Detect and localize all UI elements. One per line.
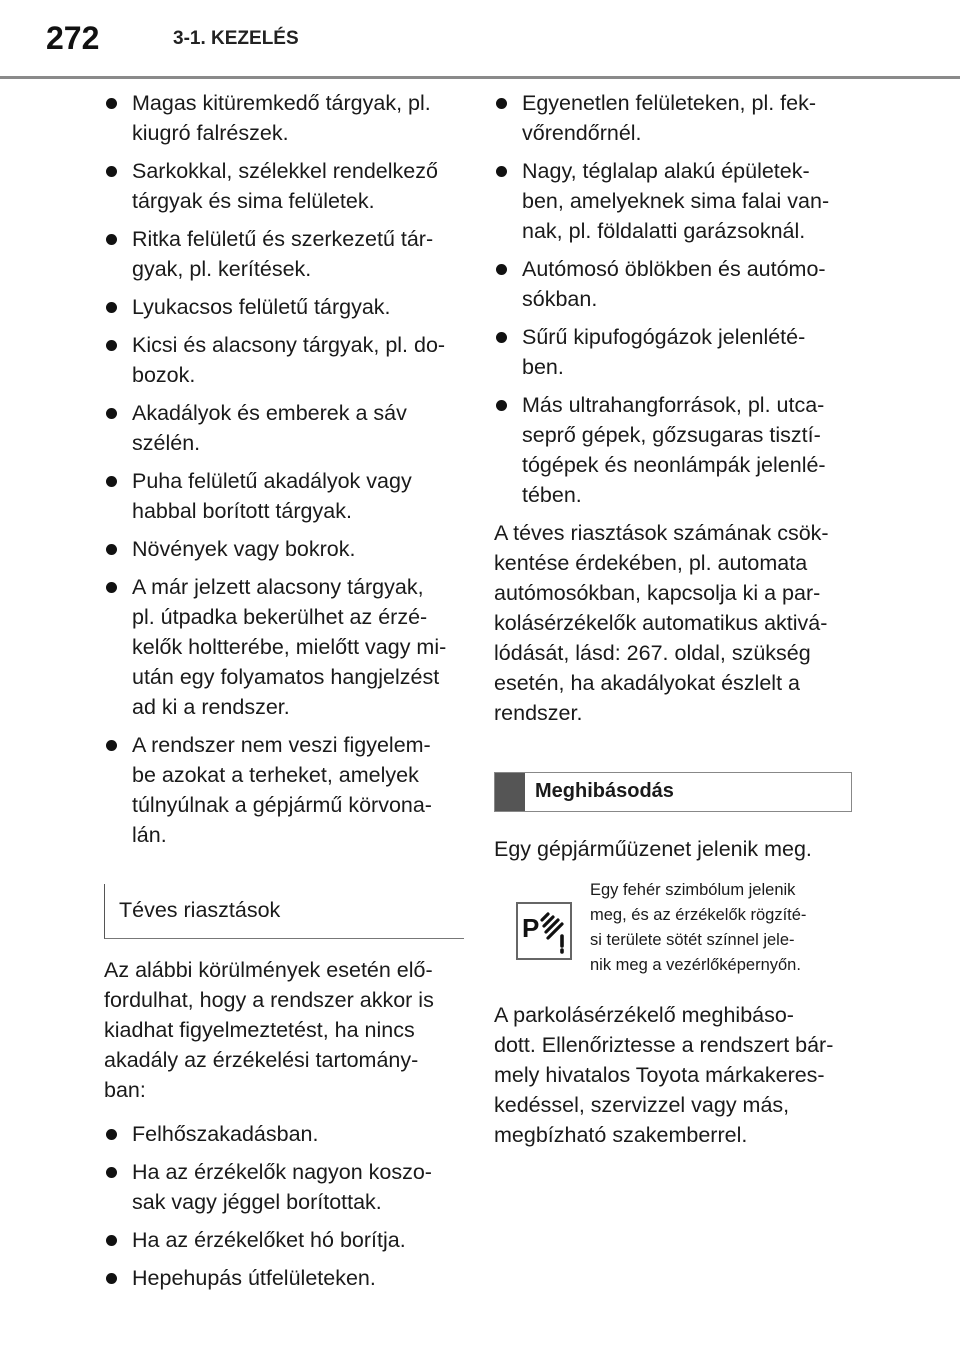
text-line: nak, pl. földalatti garázsoknál. bbox=[522, 219, 806, 243]
list-item bbox=[494, 390, 854, 510]
bullet-icon bbox=[106, 1273, 117, 1284]
text-line: Egyenetlen felületeken, pl. fek- bbox=[522, 91, 817, 115]
bullet-icon bbox=[106, 740, 117, 751]
list-item bbox=[104, 466, 464, 526]
text-line: kentése érdekében, pl. automata bbox=[494, 551, 808, 575]
right-column bbox=[494, 88, 854, 1150]
text-line: után egy folyamatos hangjelzést bbox=[132, 665, 440, 689]
text-line: bozok. bbox=[132, 363, 196, 387]
text-line: seprő gépek, gőzsugaras tisztí- bbox=[522, 423, 821, 447]
text-line: Sarkokkal, szélekkel rendelkező bbox=[132, 159, 438, 183]
text-line: mely hivatalos Toyota márkakeres- bbox=[494, 1063, 825, 1087]
text-line: tárgyak és sima felületek. bbox=[132, 189, 375, 213]
list-item bbox=[104, 1225, 464, 1255]
list-item bbox=[104, 1263, 464, 1293]
bullet-icon bbox=[106, 408, 117, 419]
paragraph-reduce-alarms bbox=[494, 518, 854, 728]
left-column bbox=[104, 88, 464, 1301]
text-line: Lyukacsos felületű tárgyak. bbox=[132, 295, 391, 319]
list-item bbox=[104, 730, 464, 850]
text-line: si területe sötét színnel jele- bbox=[590, 931, 795, 949]
text-line: ben. bbox=[522, 355, 564, 379]
text-line: szélén. bbox=[132, 431, 201, 455]
text-line: Sűrű kipufogógázok jelenlété- bbox=[522, 325, 806, 349]
text-line: ben, amelyeknek sima falai van- bbox=[522, 189, 830, 213]
bullet-icon bbox=[106, 1235, 117, 1246]
list-item bbox=[104, 1119, 464, 1149]
text-line: kelők holtterébe, mielőtt vagy mi- bbox=[132, 635, 447, 659]
text-line: megbízható szakemberrel. bbox=[494, 1123, 748, 1147]
bullet-icon bbox=[496, 400, 507, 411]
list-item bbox=[104, 224, 464, 284]
list-item bbox=[104, 292, 464, 322]
text-line: sak vagy jéggel borítottak. bbox=[132, 1190, 382, 1214]
bullet-list-conditions bbox=[104, 1119, 464, 1293]
text-line: rendszer. bbox=[494, 701, 583, 725]
text-line: nik meg a vezérlőképernyőn. bbox=[590, 956, 801, 974]
bullet-icon bbox=[496, 264, 507, 275]
text-line: Ritka felületű és szerkezetű tár- bbox=[132, 227, 434, 251]
paragraph bbox=[104, 955, 464, 1105]
subheading-bar bbox=[495, 773, 525, 811]
text-line: A rendszer nem veszi figyelem- bbox=[132, 733, 431, 757]
text-line: Egy fehér szimbólum jelenik bbox=[590, 881, 796, 899]
text-line: Ha az érzékelők nagyon koszo- bbox=[132, 1160, 432, 1184]
bullet-icon bbox=[106, 1129, 117, 1140]
bullet-icon bbox=[496, 166, 507, 177]
text-line: autómosókban, kapcsolja ki a par- bbox=[494, 581, 821, 605]
bullet-icon bbox=[106, 544, 117, 555]
text-line: Hepehupás útfelületeken. bbox=[132, 1266, 376, 1290]
bullet-icon bbox=[106, 1167, 117, 1178]
bullet-icon bbox=[496, 332, 507, 343]
bullet-icon bbox=[106, 476, 117, 487]
text-line: ban: bbox=[104, 1078, 146, 1102]
icon-caption bbox=[590, 878, 858, 978]
text-line: fordulhat, hogy a rendszer akkor is bbox=[104, 988, 434, 1012]
list-item bbox=[104, 156, 464, 216]
text-line: Puha felületű akadályok vagy bbox=[132, 469, 412, 493]
text-line: gyak, pl. kerítések. bbox=[132, 257, 312, 281]
text-line: Magas kitüremkedő tárgyak, pl. bbox=[132, 91, 431, 115]
text-line: Autómosó öblökben és autómo- bbox=[522, 257, 826, 281]
text-line: Növények vagy bokrok. bbox=[132, 537, 356, 561]
text-line: A parkolásérzékelő meghibáso- bbox=[494, 1003, 794, 1027]
bullet-icon bbox=[106, 302, 117, 313]
section-title: 3-1. KEZELÉS bbox=[173, 28, 299, 49]
list-item bbox=[104, 398, 464, 458]
bullet-icon bbox=[106, 582, 117, 593]
subheading-label: Téves riasztások bbox=[119, 898, 281, 922]
text-line: lán. bbox=[132, 823, 167, 847]
list-item bbox=[494, 156, 854, 246]
text-line: dott. Ellenőriztesse a rendszert bár- bbox=[494, 1033, 834, 1057]
text-line: vőrendőrnél. bbox=[522, 121, 642, 145]
list-item bbox=[104, 330, 464, 390]
page-header bbox=[0, 0, 960, 78]
parking-sensor-warning-icon bbox=[516, 902, 572, 960]
text-line: Akadályok és emberek a sáv bbox=[132, 401, 407, 425]
list-item bbox=[104, 572, 464, 722]
text-line: esetén, ha akadályokat észlelt a bbox=[494, 671, 800, 695]
warning-icon-row bbox=[494, 878, 854, 982]
text-line: kolásérzékelők automatikus aktivá- bbox=[494, 611, 828, 635]
text-line: A téves riasztások számának csök- bbox=[494, 521, 829, 545]
text-line: Más ultrahangforrások, pl. utca- bbox=[522, 393, 825, 417]
page-number: 272 bbox=[46, 20, 100, 56]
text-line: kedéssel, szervizzel vagy más, bbox=[494, 1093, 790, 1117]
subheading-false-alarms bbox=[104, 884, 464, 939]
list-item bbox=[494, 88, 854, 148]
bullet-list-continued bbox=[494, 88, 854, 510]
text-line: Ha az érzékelőket hó borítja. bbox=[132, 1228, 406, 1252]
list-item bbox=[104, 1157, 464, 1217]
text-line: Nagy, téglalap alakú épületek- bbox=[522, 159, 810, 183]
text-line: Kicsi és alacsony tárgyak, pl. do- bbox=[132, 333, 446, 357]
text-line: meg, és az érzékelők rögzíté- bbox=[590, 906, 807, 924]
paragraph-malfunction-advice bbox=[494, 1000, 854, 1150]
text-line: tógépek és neonlámpák jelenlé- bbox=[522, 453, 826, 477]
list-item bbox=[494, 322, 854, 382]
text-line: lódását, lásd: 267. oldal, szükség bbox=[494, 641, 811, 665]
bullet-icon bbox=[496, 98, 507, 109]
text-line: habbal borított tárgyak. bbox=[132, 499, 352, 523]
bullet-icon bbox=[106, 166, 117, 177]
list-item bbox=[104, 534, 464, 564]
text-line: tében. bbox=[522, 483, 582, 507]
list-item bbox=[104, 88, 464, 148]
bullet-icon bbox=[106, 98, 117, 109]
text-line: kiugró falrészek. bbox=[132, 121, 289, 145]
text-line: túlnyúlnak a gépjármű körvona- bbox=[132, 793, 432, 817]
subheading-malfunction bbox=[494, 772, 852, 812]
text-line: akadály az érzékelési tartomány- bbox=[104, 1048, 419, 1072]
bullet-icon bbox=[106, 234, 117, 245]
bullet-icon bbox=[106, 340, 117, 351]
text-line: be azokat a terheket, amelyek bbox=[132, 763, 419, 787]
text-line: A már jelzett alacsony tárgyak, bbox=[132, 575, 424, 599]
text-line: Felhőszakadásban. bbox=[132, 1122, 319, 1146]
subheading-label: Meghibásodás bbox=[535, 780, 674, 802]
text-line: kiadhat figyelmeztetést, ha nincs bbox=[104, 1018, 415, 1042]
message-line: Egy gépjárműüzenet jelenik meg. bbox=[494, 837, 812, 861]
svg-text:P: P bbox=[522, 913, 540, 943]
text-line: sókban. bbox=[522, 287, 598, 311]
text-line: Az alábbi körülmények esetén elő- bbox=[104, 958, 433, 982]
header-divider bbox=[0, 76, 960, 79]
text-line: pl. útpadka bekerülhet az érzé- bbox=[132, 605, 428, 629]
bullet-list bbox=[104, 88, 464, 850]
list-item bbox=[494, 254, 854, 314]
text-line: ad ki a rendszer. bbox=[132, 695, 290, 719]
